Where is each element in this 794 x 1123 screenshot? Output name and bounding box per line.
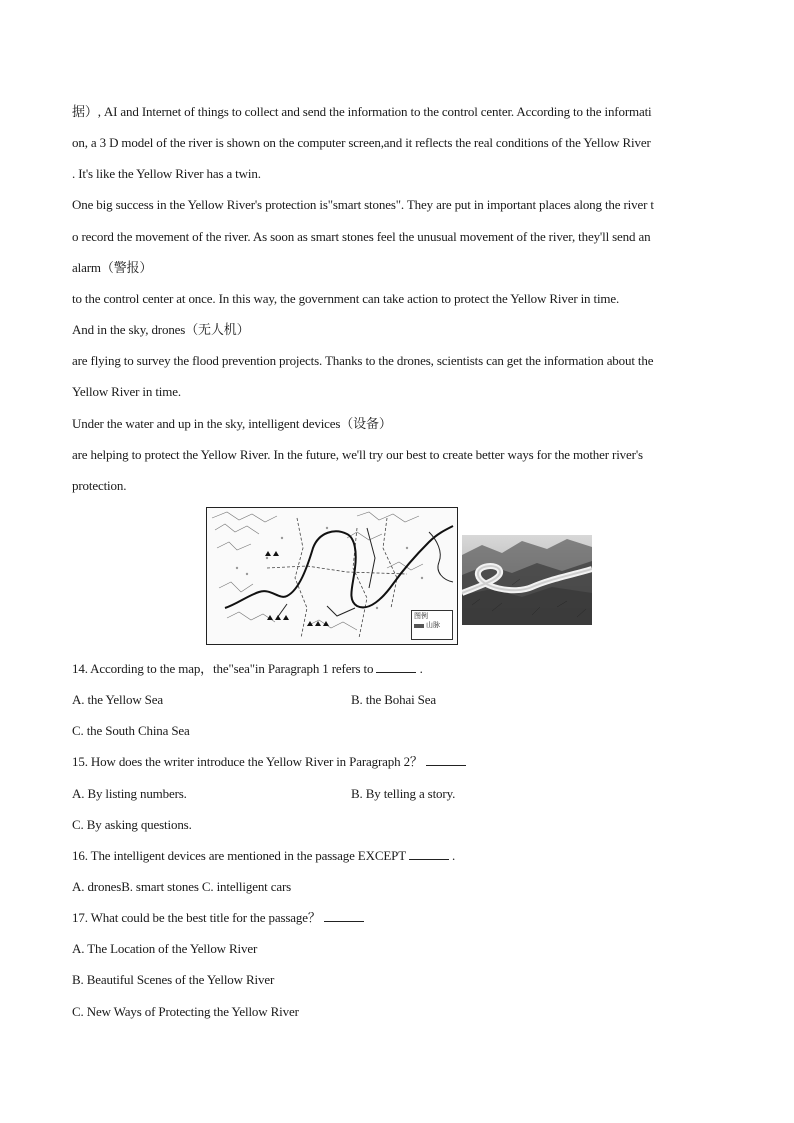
passage-line: on, a 3 D model of the river is shown on the computer screen,and it reflects the real conditions of the Yellow River <box>72 135 651 150</box>
answer-blank-14[interactable] <box>376 661 416 673</box>
question-14-end: . <box>419 661 423 676</box>
question-17-stem <box>72 910 364 926</box>
passage-line: to the control center at once. In this way, the government can take action to protect the Yellow River in time. <box>72 291 620 306</box>
answer-blank-15[interactable] <box>426 754 466 766</box>
legend-mountain-label: 山脉 <box>426 621 440 629</box>
question-14-stem <box>72 661 423 677</box>
question-14-text: 14. According to the map，the"sea"in Paragraph 1 refers to <box>72 661 374 676</box>
q17-option-a[interactable]: A. The Location of the Yellow River <box>72 941 258 956</box>
legend-title: 图例 <box>414 612 428 620</box>
question-16-stem <box>72 848 455 864</box>
q15-option-b[interactable]: B. By telling a story. <box>351 786 456 801</box>
passage-figures <box>206 507 592 645</box>
passage-line: are helping to protect the Yellow River. In the future, we'll try our best to create better ways for the mother river's <box>72 447 643 462</box>
q17-option-c[interactable]: C. New Ways of Protecting the Yellow River <box>72 1004 299 1019</box>
answer-blank-16[interactable] <box>409 848 449 860</box>
question-15-stem <box>72 754 466 770</box>
passage-line: protection. <box>72 478 127 493</box>
passage-line: o record the movement of the river. As soon as smart stones feel the unusual movement of the river, they'll send an <box>72 229 651 244</box>
passage-line: 据）, AI and Internet of things to collect and send the information to the control center. According to the informati <box>72 104 652 119</box>
map-legend <box>411 610 453 640</box>
legend-swatch <box>414 624 424 628</box>
passage-line: One big success in the Yellow River's protection is"smart stones". They are put in important places along the river t <box>72 197 654 212</box>
question-16-end: . <box>451 848 456 863</box>
passage-line: . It's like the Yellow River has a twin. <box>72 166 261 181</box>
q15-option-a[interactable]: A. By listing numbers. <box>72 786 187 801</box>
q14-option-a[interactable]: A. the Yellow Sea <box>72 692 163 707</box>
passage-line: are flying to survey the flood prevention projects. Thanks to the drones, scientists can get the information about the <box>72 353 654 368</box>
q17-option-b[interactable]: B. Beautiful Scenes of the Yellow River <box>72 972 275 987</box>
q16-options[interactable]: A. dronesB. smart stones C. intelligent cars <box>72 879 292 894</box>
passage-line: And in the sky, drones（无人机） <box>72 322 250 337</box>
passage-line: Yellow River in time. <box>72 384 181 399</box>
question-15-text: 15. How does the writer introduce the Yellow River in Paragraph 2？ <box>72 754 423 769</box>
passage-line: alarm（警报） <box>72 260 153 275</box>
river-photo-drawing <box>462 535 592 625</box>
question-17-text: 17. What could be the best title for the passage？ <box>72 910 321 925</box>
answer-blank-17[interactable] <box>324 910 364 922</box>
river-bend-photo <box>462 535 592 625</box>
q14-option-c[interactable]: C. the South China Sea <box>72 723 190 738</box>
q14-option-b[interactable]: B. the Bohai Sea <box>351 692 436 707</box>
question-16-text: 16. The intelligent devices are mentioned in the passage EXCEPT <box>72 848 406 863</box>
yellow-river-map <box>206 507 458 645</box>
passage-line: Under the water and up in the sky, intelligent devices（设备） <box>72 416 392 431</box>
q15-option-c[interactable]: C. By asking questions. <box>72 817 192 832</box>
